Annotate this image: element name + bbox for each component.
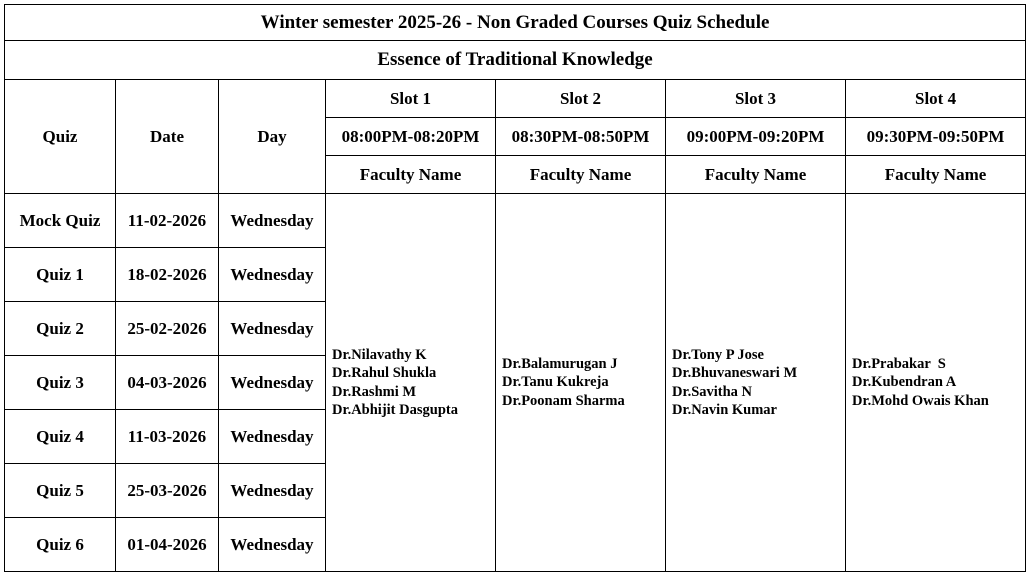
faculty-name: Dr.Tony P Jose <box>672 346 764 363</box>
faculty-name: Dr.Navin Kumar <box>672 402 777 418</box>
day-cell: Wednesday <box>219 302 326 356</box>
quiz-cell: Quiz 4 <box>5 410 116 464</box>
slot-2-faculty-header: Faculty Name <box>496 156 666 194</box>
faculty-name: Dr.Savitha N <box>672 383 753 400</box>
slot-4-faculty-header: Faculty Name <box>846 156 1026 194</box>
faculty-name: Dr.Kubendran A <box>852 374 957 391</box>
quiz-cell: Quiz 3 <box>5 356 116 410</box>
quiz-schedule-table <box>4 4 1026 572</box>
date-cell: 04-03-2026 <box>116 356 219 410</box>
quiz-header: Quiz <box>5 80 116 194</box>
slot-3-time: 09:00PM-09:20PM <box>666 118 846 156</box>
slot-2-header: Slot 2 <box>496 80 666 118</box>
day-cell: Wednesday <box>219 356 326 410</box>
quiz-cell: Mock Quiz <box>5 194 116 248</box>
table-title: Winter semester 2025-26 - Non Graded Courses Quiz Schedule <box>5 5 1026 41</box>
slot-2-faculty-list <box>496 194 666 572</box>
slot-4-faculty-list <box>846 194 1026 572</box>
table-row <box>5 194 1026 248</box>
quiz-cell: Quiz 2 <box>5 302 116 356</box>
faculty-name: Dr.Poonam Sharma <box>502 392 625 409</box>
slot-1-time: 08:00PM-08:20PM <box>326 118 496 156</box>
slot-3-header: Slot 3 <box>666 80 846 118</box>
slot-4-time: 09:30PM-09:50PM <box>846 118 1026 156</box>
faculty-name: Dr.Nilavathy K <box>332 346 427 363</box>
day-cell: Wednesday <box>219 194 326 248</box>
day-cell: Wednesday <box>219 518 326 572</box>
date-cell: 18-02-2026 <box>116 248 219 302</box>
date-cell: 11-03-2026 <box>116 410 219 464</box>
quiz-cell: Quiz 5 <box>5 464 116 518</box>
faculty-name: Dr.Tanu Kukreja <box>502 374 609 391</box>
date-cell: 25-03-2026 <box>116 464 219 518</box>
day-cell: Wednesday <box>219 248 326 302</box>
faculty-name: Dr.Rahul Shukla <box>332 365 437 381</box>
slot-1-faculty-header: Faculty Name <box>326 156 496 194</box>
day-header: Day <box>219 80 326 194</box>
faculty-name: Dr.Prabakar S <box>852 355 946 372</box>
date-header: Date <box>116 80 219 194</box>
quiz-cell: Quiz 6 <box>5 518 116 572</box>
slot-3-faculty-header: Faculty Name <box>666 156 846 194</box>
day-cell: Wednesday <box>219 464 326 518</box>
slot-4-header: Slot 4 <box>846 80 1026 118</box>
faculty-name: Dr.Bhuvaneswari M <box>672 365 798 381</box>
date-cell: 11-02-2026 <box>116 194 219 248</box>
course-name: Essence of Traditional Knowledge <box>5 41 1026 80</box>
date-cell: 01-04-2026 <box>116 518 219 572</box>
slot-1-faculty-list <box>326 194 496 572</box>
date-cell: 25-02-2026 <box>116 302 219 356</box>
faculty-name: Dr.Abhijit Dasgupta <box>332 402 458 418</box>
faculty-name: Dr.Balamurugan J <box>502 355 618 372</box>
quiz-cell: Quiz 1 <box>5 248 116 302</box>
day-cell: Wednesday <box>219 410 326 464</box>
faculty-name: Dr.Mohd Owais Khan <box>852 392 989 409</box>
faculty-name: Dr.Rashmi M <box>332 383 417 400</box>
slot-2-time: 08:30PM-08:50PM <box>496 118 666 156</box>
slot-1-header: Slot 1 <box>326 80 496 118</box>
slot-3-faculty-list <box>666 194 846 572</box>
